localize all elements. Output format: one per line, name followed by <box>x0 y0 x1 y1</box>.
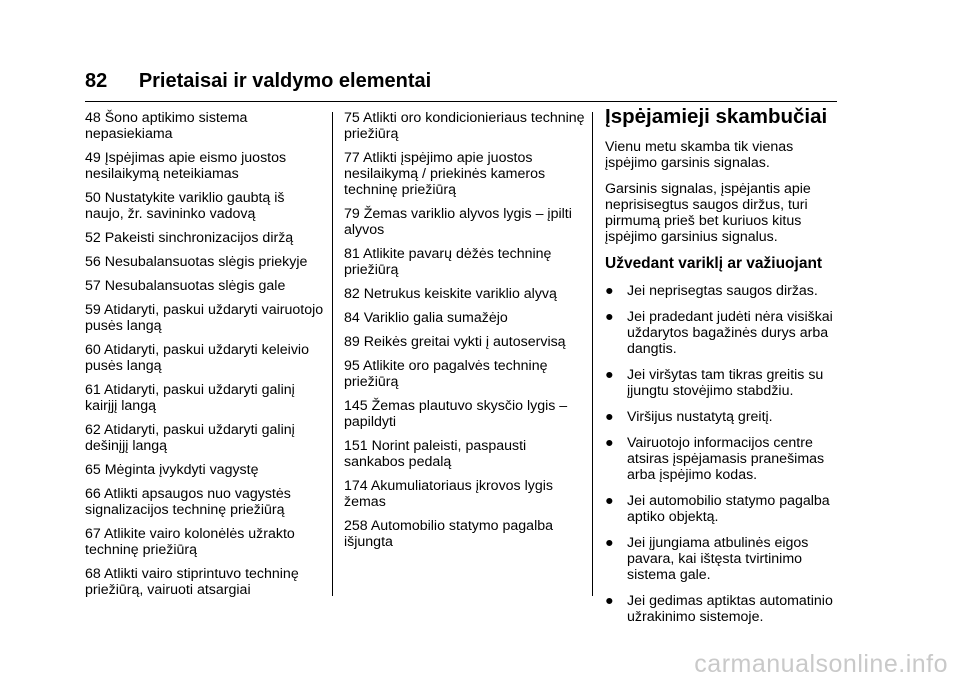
page-number: 82 <box>85 70 108 92</box>
message-item: 49 Įspėjimas apie eismo juostos nesilaikymą neteikiamas <box>85 150 287 182</box>
message-list-column-1 <box>85 110 325 606</box>
message-item: 79 Žemas variklio alyvos lygis – įpilti alyvos <box>344 206 572 238</box>
page-title: Prietaisai ir valdymo elementai <box>138 70 432 92</box>
bullet-list <box>605 283 845 625</box>
list-item: ● Jei neprisegtas saugos diržas. <box>605 283 818 299</box>
message-item: 57 Nesubalansuotas slėgis gale <box>85 278 286 294</box>
list-item: ● Vairuotojo informacijos centre atsiras įspėjamasis pranešimas arba įspėjimo kodas. <box>605 435 825 483</box>
list-item: ● Jei įjungiama atbulinės eigos pavara, kai ištęsta tvirtinimo sistema gale. <box>605 535 809 583</box>
message-item: 81 Atlikite pavarų dėžės techninę priežiūrą <box>344 246 552 278</box>
list-item: ● Viršijus nustatytą greitį. <box>605 409 773 425</box>
header-rule <box>85 101 837 102</box>
message-item: 56 Nesubalansuotas slėgis priekyje <box>85 254 308 270</box>
bullet-icon: ● <box>605 409 614 425</box>
bullet-icon: ● <box>605 283 614 299</box>
message-item: 60 Atidaryti, paskui uždaryti keleivio pusės langą <box>85 342 309 374</box>
warning-chimes-section <box>605 105 845 635</box>
list-item: ● Jei gedimas aptiktas automatinio užrakinimo sistemoje. <box>605 593 833 625</box>
message-item: 89 Reikės greitai vykti į autoservisą <box>344 334 566 350</box>
message-item: 52 Pakeisti sinchronizacijos diržą <box>85 230 294 246</box>
message-item: 145 Žemas plautuvo skysčio lygis – papildyti <box>344 398 568 430</box>
message-item: 59 Atidaryti, paskui uždaryti vairuotojo pusės langą <box>85 302 324 334</box>
message-item: 62 Atidaryti, paskui uždaryti galinį dešinįjį langą <box>85 422 295 454</box>
list-item: ● Jei automobilio statymo pagalba aptiko objektą. <box>605 493 830 525</box>
message-item: 174 Akumuliatoriaus įkrovos lygis žemas <box>344 478 553 510</box>
paragraph: Vienu metu skamba tik vienas įspėjimo garsinis signalas. <box>605 139 794 171</box>
message-item: 66 Atlikti apsaugos nuo vagystės signalizacijos techninę priežiūrą <box>85 486 291 518</box>
message-item: 65 Mėginta įvykdyti vagystę <box>85 462 259 478</box>
bullet-icon: ● <box>605 593 614 609</box>
message-item: 68 Atlikti vairo stiprintuvo techninę priežiūrą, vairuoti atsargiai <box>85 566 299 598</box>
bullet-icon: ● <box>605 535 614 551</box>
bullet-icon: ● <box>605 309 614 325</box>
subsection-title: Užvedant variklį ar važiuojant <box>605 255 823 272</box>
list-item: ● Jei viršytas tam tikras greitis su įjungtu stovėjimo stabdžiu. <box>605 367 824 399</box>
message-list-column-2 <box>344 110 586 558</box>
message-item: 258 Automobilio statymo pagalba išjungta <box>344 518 554 550</box>
bullet-icon: ● <box>605 435 614 451</box>
bullet-icon: ● <box>605 493 614 509</box>
page-header <box>85 70 431 93</box>
column-divider <box>332 112 333 596</box>
message-item: 48 Šono aptikimo sistema nepasiekiama <box>85 110 248 142</box>
message-item: 95 Atlikite oro pagalvės techninę priežiūrą <box>344 358 548 390</box>
watermark: carmanualsonline.info <box>694 650 948 678</box>
message-item: 50 Nustatykite variklio gaubtą iš naujo, žr. savininko vadovą <box>85 190 285 222</box>
section-title: Įspėjamieji skambučiai <box>605 105 828 128</box>
message-item: 82 Netrukus keiskite variklio alyvą <box>344 286 557 302</box>
message-item: 61 Atidaryti, paskui uždaryti galinį kairįjį langą <box>85 382 295 414</box>
message-item: 84 Variklio galia sumažėjo <box>344 310 508 326</box>
message-item: 77 Atlikti įspėjimo apie juostos nesilaikymą / priekinės kameros techninę priežiūrą <box>344 150 546 198</box>
list-item: ● Jei pradedant judėti nėra visiškai uždarytos bagažinės durys arba dangtis. <box>605 309 833 357</box>
column-divider <box>592 112 593 596</box>
message-item: 67 Atlikite vairo kolonėlės užrakto techninę priežiūrą <box>85 526 295 558</box>
message-item: 75 Atlikti oro kondicionieriaus techninę priežiūrą <box>344 110 585 142</box>
paragraph: Garsinis signalas, įspėjantis apie neprisisegtus saugos diržus, turi pirmumą prieš bet kuriuos kitus įspėjimo garsinius signalus. <box>605 181 811 245</box>
bullet-icon: ● <box>605 367 614 383</box>
message-item: 151 Norint paleisti, paspausti sankabos pedalą <box>344 438 527 470</box>
